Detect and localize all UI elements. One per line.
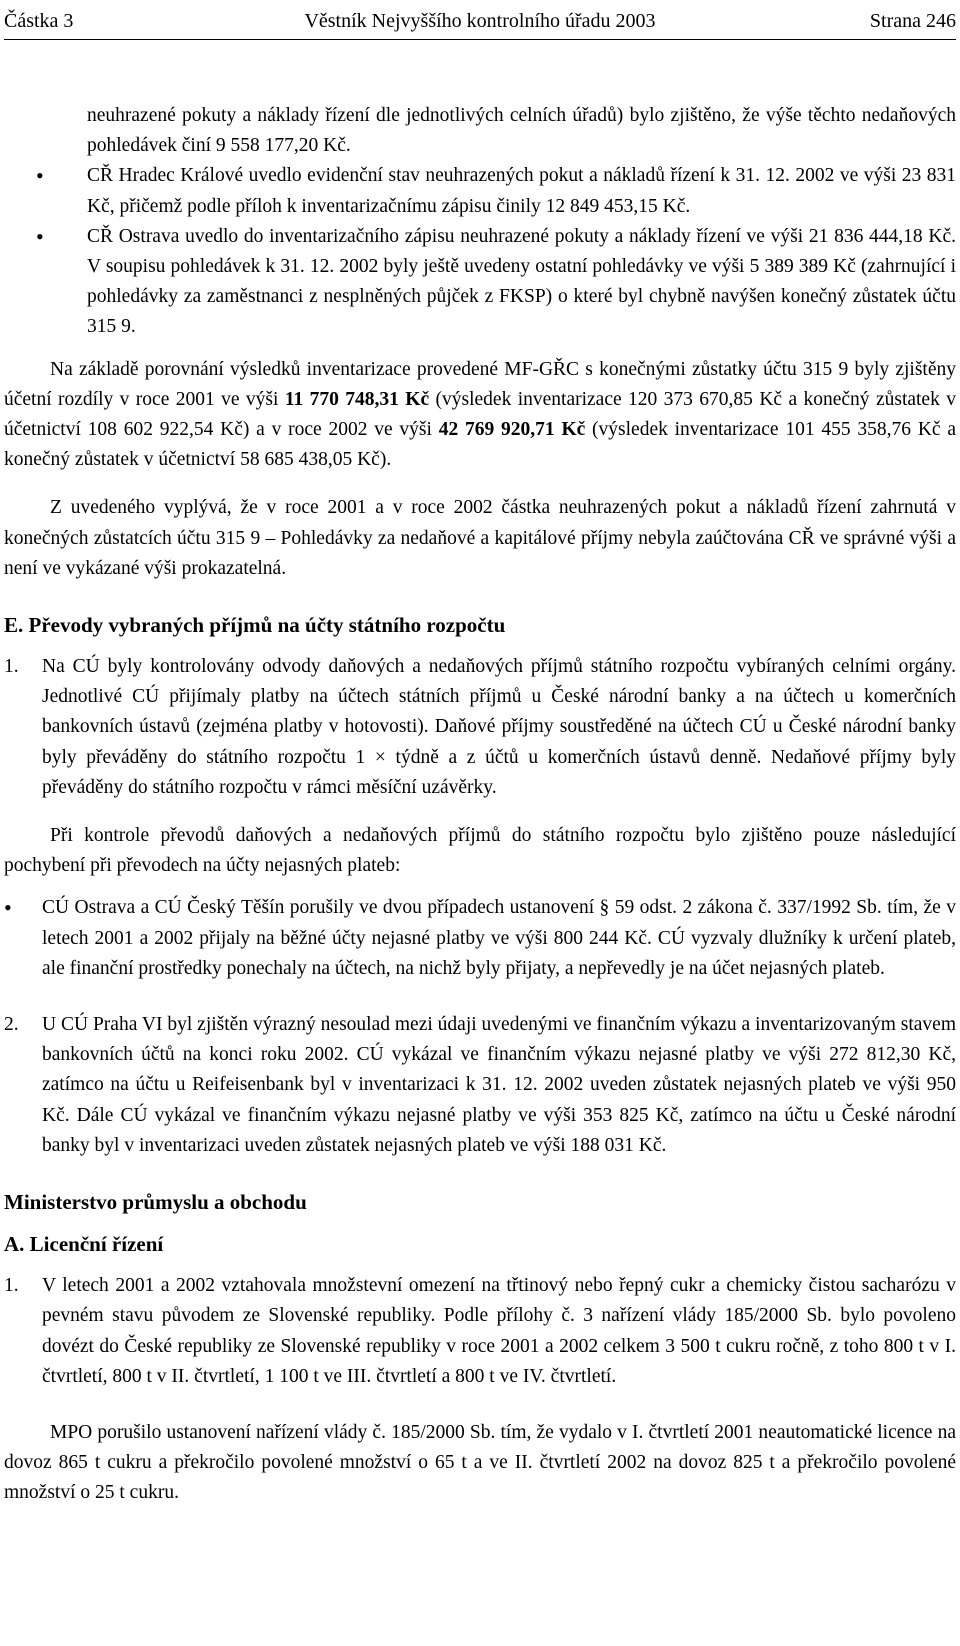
numbered-item bbox=[4, 1010, 956, 1161]
text-run: (výsledek inventarizace 101 455 358,76 Kč a konečný zůstatek v účetnictví 58 685 438,05 Kč). bbox=[4, 419, 956, 471]
item-text: U CÚ Praha VI byl zjištěn výrazný nesoulad mezi údaji uvedenými ve finančním výkazu a inventarizovaným stavem bankovních účtů na konci roku 2002. CÚ vykázal ve finančním výkazu nejasné platby ve výši 272 812,30 Kč, zatímco na účtu u Reifeisenbank byl v inventarizaci k 31. 12. 2002 uveden zůstatek nejasných plateb ve výši 950 Kč. Dále CÚ vykázal ve finančním výkazu nejasné platby ve výši 353 825 Kč, zatímco na účtu u České národní banky byl v inventarizaci uveden zůstatek nejasných plateb ve výši 188 031 Kč. bbox=[42, 1014, 956, 1156]
header-title: Věstník Nejvyššího kontrolního úřadu 2003 bbox=[304, 10, 656, 32]
numbered-item bbox=[4, 652, 956, 803]
item-number: 1. bbox=[4, 1275, 19, 1297]
amount-2001: 11 770 748,31 Kč bbox=[284, 388, 430, 410]
bullet-item: • CŘ Ostrava uvedlo do inventarizačního zápisu neuhrazené pokuty a náklady řízení ve výši 21 836 444,18 Kč. V soupisu pohledávek k 31. 12. 2002 byly ještě uvedeny ostatní pohledávky ve výši 5 389 389 Kč (zahrnující i pohledávky za zaměstnanci z nesplněných půjček z FKSP) o které byl chybně navýšen konečný zůstatek účtu 315 9. bbox=[4, 222, 956, 343]
paragraph-finding: Při kontrole převodů daňových a nedaňových příjmů do státního rozpočtu bylo zjištěno pouze následující pochybení při převodech na účty nejasných plateb: bbox=[4, 825, 956, 877]
bullet-item: • CÚ Ostrava a CÚ Český Těšín porušily ve dvou případech ustanovení § 59 odst. 2 zákona č. 337/1992 Sb. tím, že v letech 2001 a 2002 přijaly na běžné účty nejasné platby ve výši 800 244 Kč. CÚ vyzvaly dlužníky k určení plateb, ale finanční prostředky ponechaly na účtech, na nichž byly přijaty, a nepřevedly je na účet nejasných plateb. bbox=[4, 893, 956, 984]
paragraph-conclusion: Z uvedeného vyplývá, že v roce 2001 a v roce 2002 částka neuhrazených pokut a nákladů řízení zahrnutá v konečných zůstatcích účtu 315 9 – Pohledávky za nedaňové a kapitálové příjmy nebyla zaúčtována CŘ ve správné výši a není ve vykázané výši prokazatelná. bbox=[4, 497, 956, 579]
header-rule bbox=[4, 39, 956, 40]
paragraph-continuation: neuhrazené pokuty a náklady řízení dle jednotlivých celních úřadů) bylo zjištěno, že výše těchto nedaňových pohledávek činí 9 558 177,20 Kč. bbox=[87, 105, 956, 157]
text-run: (výsledek inventarizace 120 373 670,85 Kč a konečný zůstatek v účetnictví 108 602 922,54 Kč) a v roce 2002 ve výši bbox=[4, 388, 956, 441]
page-header bbox=[4, 10, 956, 36]
header-page-number: Strana 246 bbox=[869, 10, 956, 32]
paragraph-mf-comparison bbox=[4, 355, 956, 476]
numbered-item bbox=[4, 1271, 956, 1392]
text-run: Na základě porovnání výsledků inventarizace provedené MF-GŘC s konečnými zůstatky účtu 315 9 byly zjištěny účetní rozdíly v roce 2001 ve výši bbox=[4, 358, 956, 410]
header-issue: Částka 3 bbox=[4, 10, 74, 32]
item-text: V letech 2001 a 2002 vztahovala množstevní omezení na třtinový nebo řepný cukr a chemicky čistou sacharózu v pevném stavu původem ze Slovenské republiky. Podle přílohy č. 3 nařízení vlády 185/2000 Sb. bylo povoleno dovézt do České republiky ze Slovenské republiky v roce 2001 a 2002 celkem 3 500 t cukru ročně, z toho 800 t v I. čtvrtletí, 800 t v II. čtvrtletí, 1 100 t ve III. čtvrtletí a 800 t ve IV. čtvrtletí. bbox=[42, 1275, 956, 1387]
section-heading: E. Převody vybraných příjmů na účty státního rozpočtu bbox=[4, 613, 506, 638]
item-number: 2. bbox=[4, 1014, 19, 1036]
document-body bbox=[4, 101, 956, 1509]
item-number: 1. bbox=[4, 656, 19, 678]
subsection-heading: A. Licenční řízení bbox=[4, 1232, 164, 1257]
ministry-heading: Ministerstvo průmyslu a obchodu bbox=[4, 1190, 307, 1215]
item-text: Na CÚ byly kontrolovány odvody daňových a nedaňových příjmů státního rozpočtu vybíraných celními orgány. Jednotlivé CÚ přijímaly platby na účtech státních příjmů u České národní banky a na účtech u komerčních bankovních ústavů (zejména platby v hotovosti). Daňové příjmy soustředěné na účtech CÚ u České národní banky byly převáděny do státního rozpočtu 1 × týdně a z účtů u komerčních ústavů denně. Nedaňové příjmy byly převáděny do státního rozpočtu v rámci měsíční uzávěrky. bbox=[42, 656, 956, 798]
amount-2002: 42 769 920,71 Kč bbox=[438, 419, 586, 441]
bullet-item: • CŘ Hradec Králové uvedlo evidenční stav neuhrazených pokut a nákladů řízení k 31. 12. 2002 ve výši 23 831 Kč, přičemž podle příloh k inventarizačnímu zápisu činily 12 849 453,15 Kč. bbox=[4, 161, 956, 221]
paragraph-mpo-finding: MPO porušilo ustanovení nařízení vlády č. 185/2000 Sb. tím, že vydalo v I. čtvrtletí 2001 neautomatické licence na dovoz 865 t cukru a překročilo povolené množství o 65 t a ve II. čtvrtletí 2002 na dovoz 825 t a překročilo povolené množství o 25 t cukru. bbox=[4, 1421, 956, 1504]
